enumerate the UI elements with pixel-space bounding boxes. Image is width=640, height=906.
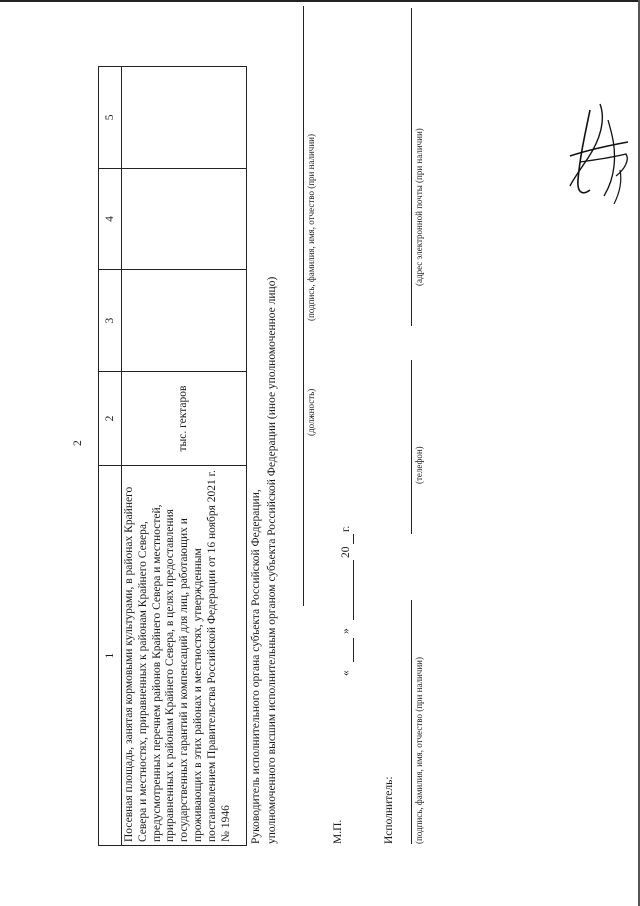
signature-caption: (подпись, фамилия, имя, отчество (при наличии) bbox=[306, 134, 316, 321]
header-col-2: 2 bbox=[99, 371, 122, 465]
executor-phone-line bbox=[411, 360, 412, 534]
executor-label: Исполнитель: bbox=[383, 776, 395, 844]
signature-line bbox=[303, 6, 304, 306]
date-quote-close: » bbox=[340, 628, 352, 634]
page-number: 2 bbox=[72, 440, 84, 446]
header-col-5: 5 bbox=[99, 67, 122, 169]
executor-email-caption: (адрес электронной почты (при наличии) bbox=[414, 128, 424, 286]
header-col-1: 1 bbox=[99, 466, 122, 846]
stamp-mark: М.П. bbox=[332, 819, 344, 844]
year-line bbox=[353, 534, 354, 544]
position-line bbox=[303, 306, 304, 606]
header-col-3: 3 bbox=[99, 270, 122, 372]
executor-email-line bbox=[411, 8, 412, 326]
indicator-table bbox=[98, 66, 247, 846]
signatory-title-line2: уполномоченного высшим исполнительным органом субъекта Российской Федерации (иное уполномоченное лицо) bbox=[266, 276, 278, 844]
value-cell-4 bbox=[122, 168, 247, 270]
handwritten-signature bbox=[560, 100, 640, 210]
unit-cell: тыс. гектаров bbox=[122, 371, 247, 465]
table-row bbox=[122, 67, 247, 846]
year-prefix: 20 bbox=[340, 546, 352, 558]
executor-name-line bbox=[411, 600, 412, 844]
header-col-4: 4 bbox=[99, 168, 122, 270]
date-quote-open: « bbox=[340, 670, 352, 676]
day-line bbox=[353, 638, 354, 662]
executor-name-caption: (подпись, фамилия, имя, отчество (при наличии) bbox=[414, 657, 424, 844]
position-caption: (должность) bbox=[306, 388, 316, 436]
value-cell-3 bbox=[122, 270, 247, 372]
signatory-title-line1: Руководитель исполнительного органа субъекта Российской Федерации, bbox=[250, 489, 262, 844]
executor-phone-caption: (телефон) bbox=[414, 446, 424, 484]
indicator-description: Посевная площадь, занятая кормовыми культурами, в районах Крайнего Севера и местностях, приравненных к районам Крайнего Севера, предусмотренных перечнем районов Крайнего Севера и местностей, приравненных к районам Крайнего Севера, в целях предоставления государственных гарантий и компенсаций для лиц, работающих и проживающих в этих районах и местностях, утвержденным постановлением Правительства Российской Федерации от 16 ноября 2021 г. № 1946 bbox=[122, 466, 247, 846]
month-line bbox=[353, 560, 354, 620]
year-suffix: г. bbox=[340, 525, 352, 532]
value-cell-5 bbox=[122, 67, 247, 169]
table-header-row bbox=[99, 67, 122, 846]
